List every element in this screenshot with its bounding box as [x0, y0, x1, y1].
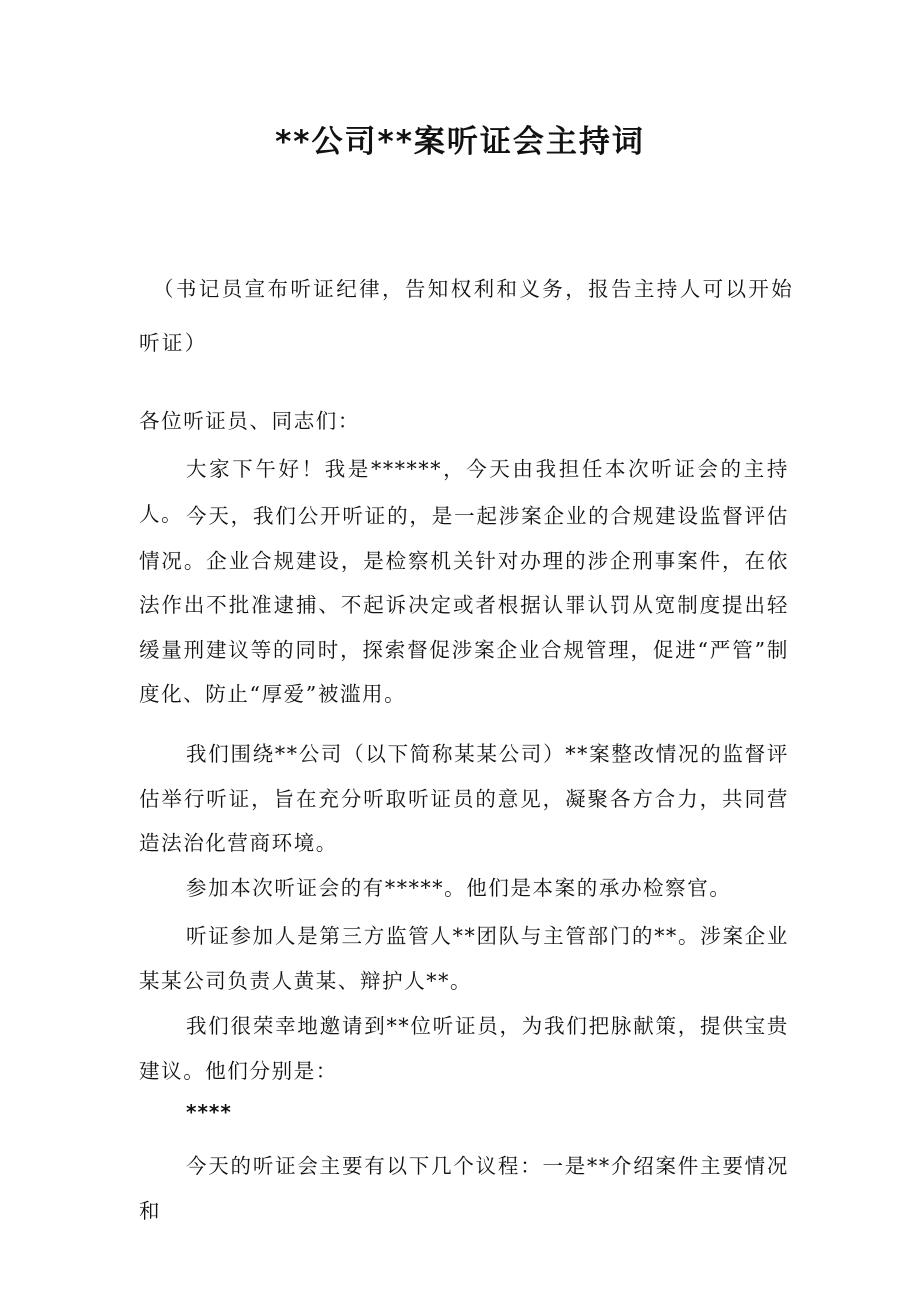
- clerk-note: （书记员宣布听证纪律，告知权利和义务，报告主持人可以开始听证）: [139, 277, 795, 355]
- paragraph-greeting: 大家下午好！我是******，今天由我担任本次听证会的主持人。: [139, 457, 789, 526]
- paragraph-prosecutors: 参加本次听证会的有*****。他们是本案的承办检察官。: [186, 876, 732, 900]
- document-title: **公司**案听证会主持词: [275, 124, 645, 160]
- member-list-placeholder: ****: [186, 1100, 232, 1124]
- paragraph-agenda: 今天的听证会主要有以下几个议程：一是**介绍案件主要情况和: [139, 1154, 789, 1223]
- paragraph-case-intro: 今天，我们公开听证的，是一起涉案企业的合规建设监督评估情况。企业合规建设，是检察机关针对办理的涉企刑事案件，在依法作出不批准逮捕、不起诉决定或者根据认罪认罚从宽制度提出轻缓量刑建议等的同时，探索督促涉案企业合规管理，促进“严管”制度化、防止“厚爱”被滥用。: [139, 504, 789, 706]
- salutation: 各位听证员、同志们：: [139, 409, 360, 433]
- paragraph-hearing-members: 我们很荣幸地邀请到**位听证员，为我们把脉献策，提供宝贵建议。他们分别是：: [139, 1014, 789, 1083]
- paragraph-participants: 听证参加人是第三方监管人**团队与主管部门的**。涉案企业某某公司负责人黄某、辩护人**。: [139, 924, 789, 993]
- paragraph-purpose: 我们围绕**公司（以下简称某某公司）**案整改情况的监督评估举行听证，旨在充分听取听证员的意见，凝聚各方合力，共同营造法治化营商环境。: [139, 742, 789, 855]
